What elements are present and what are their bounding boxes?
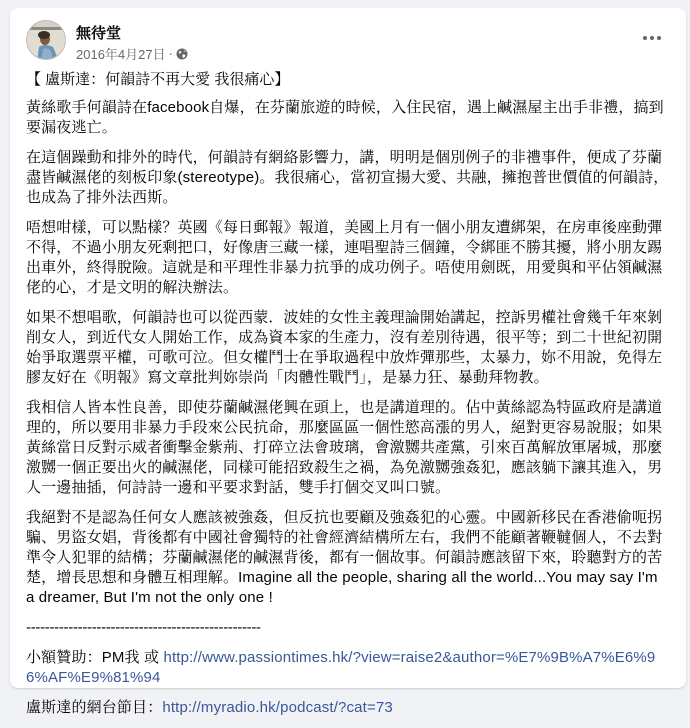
meta-separator: · bbox=[168, 46, 173, 61]
radio-link[interactable]: http://myradio.hk/podcast/?cat=73 bbox=[162, 699, 393, 716]
post-body bbox=[26, 70, 670, 728]
sponsor-label: 小額贊助：PM我 或 bbox=[26, 649, 164, 666]
paragraph: 如果不想唱歌，何韻詩也可以從西蒙．波娃的女性主義理論開始講起，控訴男權社會幾千年來剝削女人，到近代女人開始工作，成為資本家的生產力，沒有差別待遇，很平等；到二十世紀初開始爭取選票平權，可歌可泣。但女權鬥士在爭取過程中放炸彈那些，太暴力，妳不用說，免得左膠友好在《明報》寫文章批判妳崇尚「肉體性戰鬥」，是暴力狂、暴動拜物教。 bbox=[26, 309, 663, 386]
paragraph: 在這個躁動和排外的時代，何韻詩有網絡影響力，講，明明是個別例子的非禮事件，便成了芬蘭盡皆鹹濕佬的刻板印象(stereotype)。我很痛心，當初宣揚大愛、共融，擁抱普世價值的何韻詩，也成為了排外法西斯。 bbox=[26, 149, 669, 206]
avatar[interactable] bbox=[26, 20, 66, 60]
paragraph: 唔想咁樣，可以點樣？英國《每日郵報》報道，美國上月有一個小朋友遭綁架，在房車後座動彈不得，不過小朋友死剩把口，好像唐三藏一樣，連唱聖詩三個鐘，令綁匪不勝其擾，將小朋友踢出車外，終得脫險。這就是和平理性非暴力抗爭的成功例子。唔使用劍既，用愛與和平佔領鹹濕佬的心，才是文明的解決辦法。 bbox=[26, 219, 663, 296]
more-options-button[interactable] bbox=[634, 24, 670, 52]
post-date[interactable]: 2016年4月27日 bbox=[76, 47, 166, 62]
radio-label: 盧斯達的網台節目： bbox=[26, 699, 163, 716]
sponsor-link[interactable]: http://www.passiontimes.hk/?view=raise2&author=%E7%9B%A7%E6%96%AF%E9%81%94 bbox=[26, 649, 656, 686]
post-card bbox=[10, 8, 686, 716]
more-options-icon-dot bbox=[650, 36, 654, 40]
radio-line bbox=[26, 698, 670, 718]
post-header bbox=[26, 20, 670, 64]
more-options-icon bbox=[643, 36, 647, 40]
post-meta bbox=[76, 44, 188, 63]
avatar-image bbox=[27, 21, 66, 60]
sponsor-line bbox=[26, 648, 670, 688]
divider: -------------------------------------------------- bbox=[26, 619, 261, 636]
more-options-icon-dot bbox=[657, 36, 661, 40]
author-name[interactable]: 無待堂 bbox=[76, 25, 122, 42]
paragraph: 我絕對不是認為任何女人應該被強姦，但反抗也要顧及強姦犯的心靈。中國新移民在香港偷呃拐騙、男盜女娼，背後都有中國社會獨特的社會經濟結構所左右，我們不能顧著鞭韃個人，不去對準令人犯罪的結構；芬蘭鹹濕佬的鹹濕背後，都有一個故事。何韻詩應該留下來，聆聽對方的苦楚，增長思想和身體互相理解。Imagine all the people, sharing all the world...You may say I'm a dreamer, But I'm not the only one ! bbox=[26, 509, 663, 606]
post-title: 【 盧斯達：何韻詩不再大愛 我很痛心】 bbox=[26, 71, 290, 88]
paragraph: 黃絲歌手何韻詩在facebook自爆，在芬蘭旅遊的時候，入住民宿，遇上鹹濕屋主出手非禮，搞到要漏夜逃亡。 bbox=[26, 99, 664, 136]
globe-icon[interactable] bbox=[176, 48, 188, 60]
paragraph: 我相信人皆本性良善，即使芬蘭鹹濕佬興在頭上，也是講道理的。佔中黃絲認為特區政府是講道理的，所以要用非暴力手段來公民抗命，那麼區區一個性慾高漲的男人，絕對更容易說服；如果黃絲當日反對示威者衝擊金紫荊、打碎立法會玻璃，會激嬲共產黨，引來百萬解放軍屠城，那麼激嬲一個正要出火的鹹濕佬，同樣可能招致殺生之禍，為免激嬲強姦犯，應該躺下讓其進入，男人一邊抽插，何詩詩一邊和平要求對話，雙手打個交叉叫口號。 bbox=[26, 399, 663, 496]
